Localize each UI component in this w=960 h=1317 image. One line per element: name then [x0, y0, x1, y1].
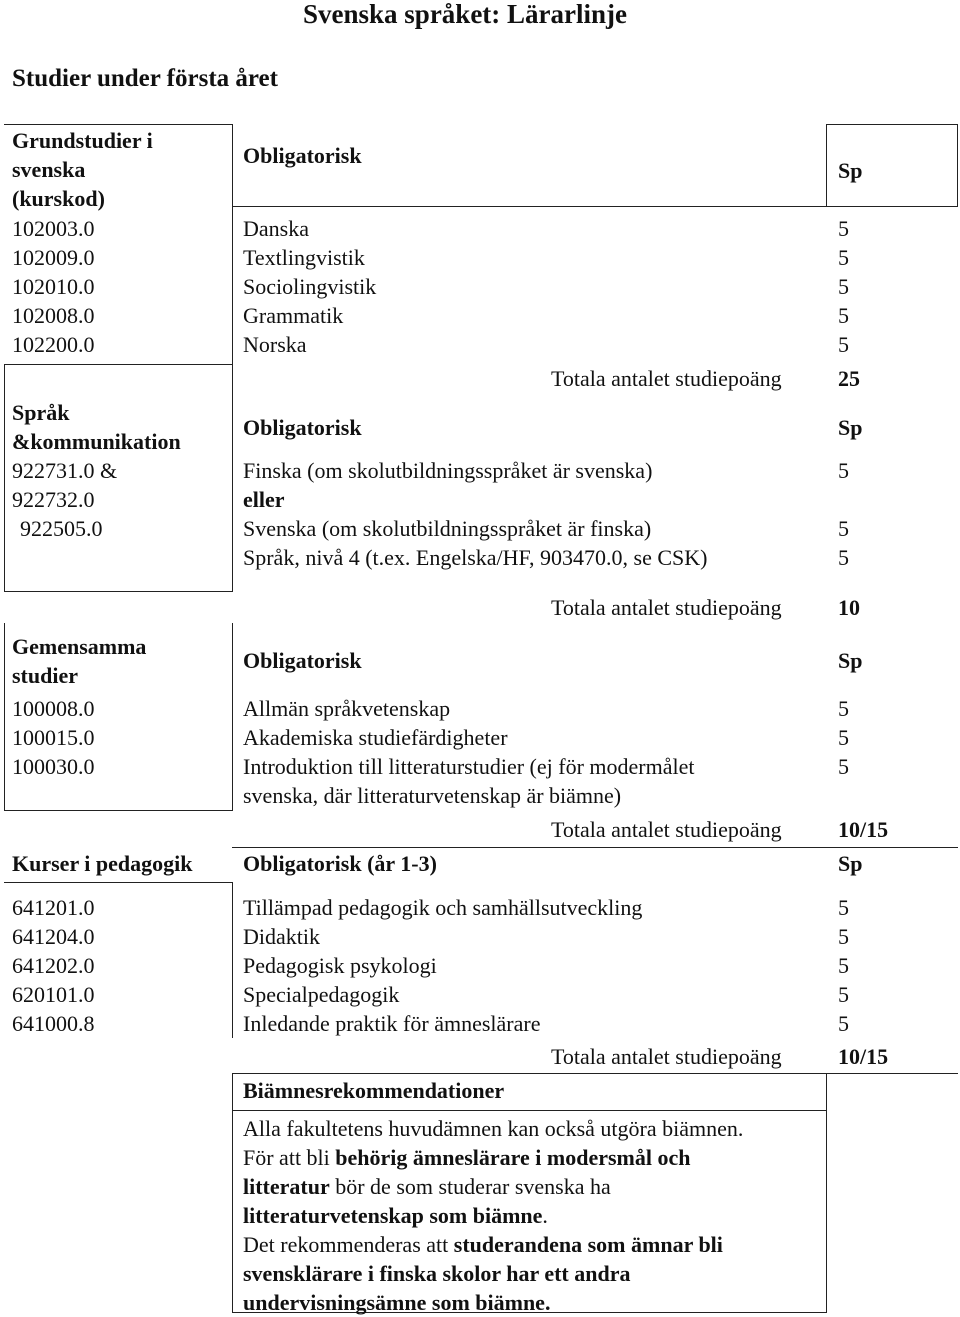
text-run: Det rekommenderas att [243, 1232, 454, 1257]
divider [232, 364, 233, 592]
divider [4, 364, 233, 365]
section-gemensamma-heading [12, 632, 146, 690]
total-value: 10/15 [838, 817, 889, 842]
paragraph-line [243, 1259, 743, 1288]
course-code: 641000.8 [12, 1011, 95, 1036]
course-list [243, 893, 642, 1038]
paragraph-line: Alla fakultetens huvudämnen kan också utgöra biämnen. [243, 1116, 744, 1141]
section-pedagogik-heading: Kurser i pedagogik [12, 851, 193, 876]
course-codes [12, 694, 95, 781]
course-name: Grammatik [243, 303, 344, 328]
heading-line: Grundstudier i [12, 128, 153, 153]
course-name: Textlingvistik [243, 245, 365, 270]
sp-header: Sp [838, 158, 863, 183]
total-label: Totala antalet studiepoäng [551, 1044, 782, 1069]
course-name: svenska, där litteraturvetenskap är biämne) [243, 783, 622, 808]
obligatorisk-label: Obligatorisk (år 1-3) [243, 851, 437, 876]
divider [4, 124, 233, 125]
course-name: Specialpedagogik [243, 982, 400, 1007]
total-value: 10 [838, 595, 860, 620]
divider [232, 1110, 826, 1111]
obligatorisk-label: Obligatorisk [243, 143, 362, 168]
or-label: eller [243, 487, 285, 512]
course-points [838, 694, 849, 781]
heading-line: (kurskod) [12, 186, 105, 211]
divider [826, 124, 827, 206]
total-label: Totala antalet studiepoäng [551, 366, 782, 391]
divider [826, 124, 958, 125]
text-run: För att bli [243, 1145, 336, 1170]
divider [232, 882, 233, 1038]
divider [957, 124, 958, 206]
points-value: 5 [838, 458, 849, 483]
sp-header: Sp [838, 648, 863, 673]
text-run-bold: litteratur [243, 1174, 330, 1199]
sp-header: Sp [838, 415, 863, 440]
points-value: 5 [838, 1011, 849, 1036]
divider [4, 623, 5, 811]
page-subtitle: Studier under första året [12, 65, 278, 92]
course-points [838, 214, 849, 359]
points-value: 5 [838, 696, 849, 721]
text-run-bold: studerandena som ämnar bli [453, 1232, 723, 1257]
paragraph-line [243, 1172, 743, 1201]
paragraph-line [243, 1230, 743, 1259]
course-list [243, 214, 376, 359]
course-name: Norska [243, 332, 307, 357]
course-name: Tillämpad pedagogik och samhällsutveckling [243, 895, 643, 920]
course-name: Introduktion till litteraturstudier (ej för modermålet [243, 754, 695, 779]
total-label: Totala antalet studiepoäng [551, 817, 782, 842]
points-value: 5 [838, 545, 849, 570]
course-code: 100030.0 [12, 754, 95, 779]
obligatorisk-label: Obligatorisk [243, 648, 362, 673]
biamnes-heading: Biämnesrekommendationer [243, 1078, 505, 1103]
section-sprak-heading [12, 398, 181, 456]
text-run: . [542, 1203, 548, 1228]
course-name: Akademiska studiefärdigheter [243, 725, 508, 750]
divider [232, 847, 958, 848]
biamnes-text [243, 1114, 743, 1317]
course-code: 100015.0 [12, 725, 95, 750]
points-value: 5 [838, 895, 849, 920]
text-run-bold: litteraturvetenskap som biämne [243, 1203, 543, 1228]
points-value: 5 [838, 516, 849, 541]
paragraph-line [243, 1201, 743, 1230]
divider [232, 1073, 958, 1074]
course-code: 922505.0 [20, 516, 103, 541]
course-code: 641202.0 [12, 953, 95, 978]
paragraph-line [243, 1143, 743, 1172]
divider [4, 810, 233, 811]
points-value: 5 [838, 274, 849, 299]
divider [232, 206, 958, 207]
course-code: 641201.0 [12, 895, 95, 920]
text-run: bör de som studerar svenska ha [329, 1174, 611, 1199]
course-code: 641204.0 [12, 924, 95, 949]
section-grundstudier-heading [12, 126, 153, 213]
course-name: Sociolingvistik [243, 274, 377, 299]
heading-line: Gemensamma [12, 634, 147, 659]
course-name: Allmän språkvetenskap [243, 696, 451, 721]
course-list [243, 694, 694, 810]
points-value: 5 [838, 216, 849, 241]
points-value: 5 [838, 924, 849, 949]
course-code: 620101.0 [12, 982, 95, 1007]
points-value: 5 [838, 754, 849, 779]
sp-header: Sp [838, 851, 863, 876]
total-value: 10/15 [838, 1044, 889, 1069]
total-value: 25 [838, 366, 860, 391]
points-value: 5 [838, 303, 849, 328]
obligatorisk-label: Obligatorisk [243, 415, 362, 440]
course-name: Språk, nivå 4 (t.ex. Engelska/HF, 903470.0, se CSK) [243, 545, 708, 570]
divider [826, 1073, 827, 1313]
heading-line: &kommunikation [12, 429, 181, 454]
course-name: Didaktik [243, 924, 320, 949]
divider [232, 1073, 233, 1313]
course-codes [12, 214, 95, 359]
course-code: 102010.0 [12, 274, 95, 299]
course-name: Danska [243, 216, 309, 241]
course-code: 102009.0 [12, 245, 95, 270]
course-code: 102008.0 [12, 303, 95, 328]
course-codes [12, 893, 95, 1038]
course-points [838, 893, 849, 1038]
course-name: Svenska (om skolutbildningsspråket är finska) [243, 516, 652, 541]
course-name: Finska (om skolutbildningsspråket är svenska) [243, 458, 653, 483]
course-code: 102003.0 [12, 216, 95, 241]
text-run-bold: svensklärare i finska skolor har ett andra [243, 1261, 631, 1286]
text-run-bold: behörig ämneslärare i modersmål och [335, 1145, 691, 1170]
heading-line: studier [12, 663, 78, 688]
divider [4, 882, 233, 883]
page-title: Svenska språket: Lärarlinje [303, 0, 627, 29]
points-value: 5 [838, 953, 849, 978]
divider [4, 364, 5, 592]
course-code: 922732.0 [12, 487, 95, 512]
divider [232, 124, 233, 364]
course-code: 102200.0 [12, 332, 95, 357]
text-run-bold: undervisningsämne som biämne. [243, 1290, 551, 1315]
course-codes [12, 456, 117, 543]
paragraph-line [243, 1288, 743, 1317]
total-label: Totala antalet studiepoäng [551, 595, 782, 620]
course-code: 100008.0 [12, 696, 95, 721]
points-value: 5 [838, 245, 849, 270]
course-code: 922731.0 & [12, 458, 118, 483]
divider [232, 623, 233, 811]
points-value: 5 [838, 725, 849, 750]
divider [4, 591, 233, 592]
course-name: Inledande praktik för ämneslärare [243, 1011, 541, 1036]
points-value: 5 [838, 332, 849, 357]
points-value: 5 [838, 982, 849, 1007]
heading-line: svenska [12, 157, 86, 182]
heading-line: Språk [12, 400, 70, 425]
course-name: Pedagogisk psykologi [243, 953, 437, 978]
